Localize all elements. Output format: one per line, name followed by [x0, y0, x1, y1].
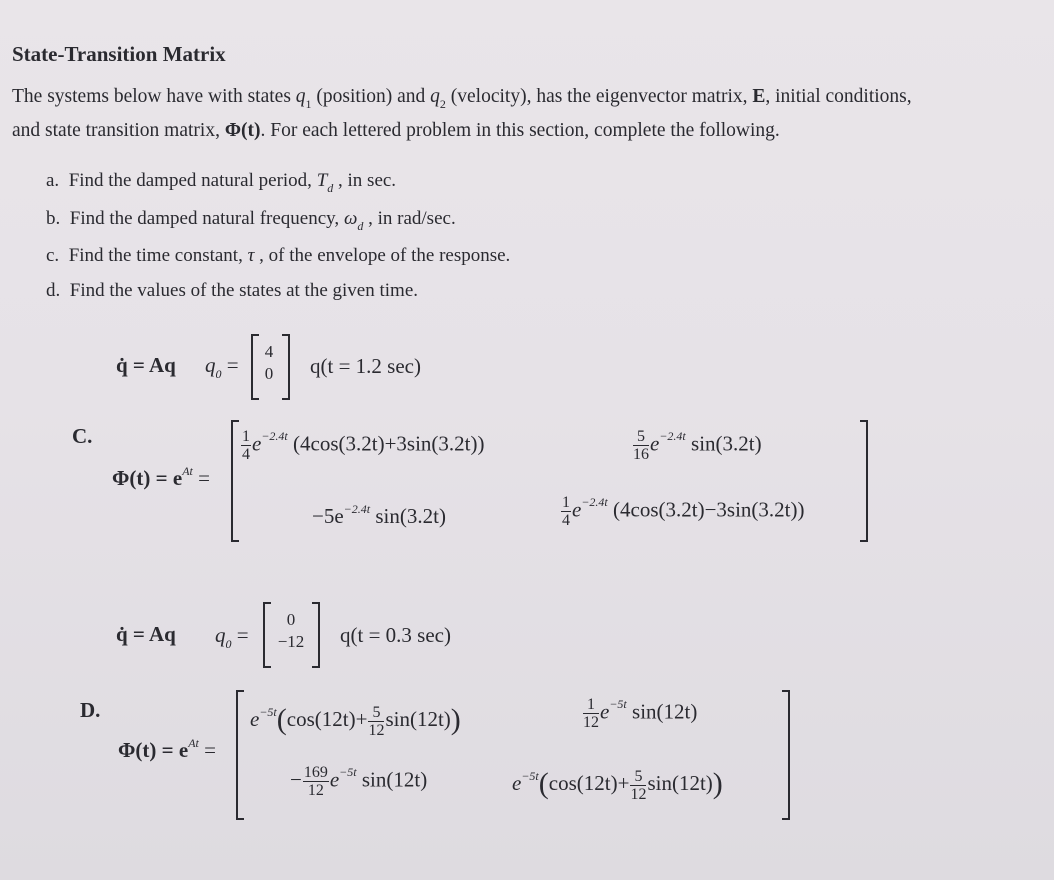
c-matrix-12 [632, 428, 762, 463]
phi-exponent: At [188, 736, 199, 750]
matrix-entry-body: sin(12t) [385, 707, 451, 731]
exp-power: −5t [609, 697, 627, 712]
item-text: , in rad/sec. [363, 208, 456, 229]
vector-entry: 0 [264, 364, 274, 383]
q0-symbol: q [215, 623, 226, 647]
denominator: 4 [562, 512, 570, 529]
denominator: 4 [242, 446, 250, 463]
d-matrix-21 [290, 764, 427, 799]
list-item [46, 208, 456, 233]
matrix-entry-body: sin(12t) [626, 699, 698, 724]
intro-text: (velocity), has the eigenvector matrix, [445, 86, 753, 107]
item-text: Find the values of the states at the given time. [69, 280, 419, 301]
c-query-time: q(t = 1.2 sec) [310, 354, 421, 378]
list-item [46, 280, 418, 302]
item-letter: d. [46, 280, 61, 301]
q1-symbol: q [295, 86, 306, 107]
item-symbol: ω [343, 208, 358, 229]
phi-lhs: Φ(t) = e [112, 466, 183, 490]
item-letter: c. [46, 245, 60, 266]
problem-c-label: C. [72, 424, 93, 448]
intro-text: (position) and [311, 86, 431, 107]
item-text: Find the damped natural period, [68, 170, 317, 191]
list-item [46, 170, 397, 195]
matrix-entry-body: sin(3.2t) [685, 431, 762, 456]
item-symbol: τ [247, 245, 255, 266]
fraction [241, 428, 251, 463]
vector-entry: 4 [264, 342, 274, 361]
exp-base: e [572, 497, 582, 522]
matrix-entry-body: (4cos(3.2t)−3sin(3.2t)) [613, 497, 805, 522]
denominator: 12 [583, 714, 599, 731]
equals-sign: = [231, 623, 249, 647]
c-initial-condition-label [205, 353, 239, 381]
fraction [630, 768, 646, 803]
exp-power: −2.4t [343, 502, 371, 516]
item-text: Find the time constant, [68, 245, 248, 266]
list-item [46, 245, 510, 267]
c-matrix-22 [560, 494, 805, 529]
item-subscript: d [357, 219, 364, 233]
page-title: State-Transition Matrix [12, 42, 226, 66]
exp-power: −5t [521, 769, 539, 783]
matrix-entry-body: sin(12t) [356, 767, 428, 792]
item-subscript: d [327, 181, 334, 195]
intro-line-2 [12, 120, 780, 142]
c-matrix-11 [240, 428, 485, 463]
item-symbol: T [316, 170, 328, 191]
equals-sign: = [192, 466, 210, 490]
q0-symbol: q [205, 353, 216, 377]
numerator: 1 [583, 696, 599, 714]
q0-subscript: 0 [215, 367, 222, 381]
c-state-equation: q̇ = Aq [116, 353, 176, 377]
problem-d-label: D. [80, 698, 101, 722]
exp-base: e [250, 707, 260, 731]
c-matrix-bracket-left [231, 420, 239, 542]
eigenvector-symbol: E [752, 86, 766, 107]
c-q0-bracket-right [282, 334, 290, 400]
phi-symbol: Φ(t) [224, 120, 261, 141]
c-q0-vector [258, 341, 280, 385]
item-text: , of the envelope of the response. [254, 245, 511, 266]
numerator: 5 [630, 768, 646, 786]
intro-text: The systems below have with states [12, 86, 296, 107]
vector-entry: −12 [277, 632, 305, 651]
c-matrix-bracket-right [860, 420, 868, 542]
fraction [561, 494, 571, 529]
exp-base: e [600, 699, 610, 724]
exp-base: e [329, 767, 340, 792]
equals-sign: = [198, 738, 216, 762]
denominator: 12 [307, 782, 324, 799]
phi-lhs: Φ(t) = e [118, 738, 189, 762]
minus-sign: − [290, 767, 302, 792]
exp-power: −2.4t [261, 429, 288, 444]
fraction [583, 696, 599, 731]
matrix-entry-body: sin(3.2t) [370, 504, 446, 528]
q1-subscript: 1 [305, 97, 312, 111]
exp-power: −2.4t [659, 429, 686, 444]
d-matrix-12 [582, 696, 697, 731]
exp-power: −5t [339, 765, 357, 780]
matrix-entry-body: sin(12t) [647, 771, 713, 795]
exp-base: e [512, 771, 522, 795]
intro-text: . For each lettered problem in this section, complete the following. [260, 120, 780, 141]
denominator: 16 [633, 446, 649, 463]
d-state-equation: q̇ = Aq [116, 622, 176, 646]
item-letter: b. [46, 208, 61, 229]
intro-line-1 [12, 86, 912, 111]
item-text: , in sec. [333, 170, 397, 191]
denominator: 12 [368, 721, 385, 739]
phi-exponent: At [182, 464, 193, 478]
d-initial-condition-label [215, 623, 249, 651]
fraction [633, 428, 649, 463]
numerator: 1 [242, 428, 250, 445]
d-q0-vector [270, 609, 312, 653]
c-matrix-21 [312, 504, 446, 529]
d-matrix-bracket-right [782, 690, 790, 820]
denominator: 12 [630, 785, 647, 803]
d-phi-definition [118, 738, 216, 763]
equals-sign: = [221, 353, 239, 377]
vector-entry: 0 [286, 610, 296, 629]
intro-text: and state transition matrix, [12, 120, 225, 141]
item-text: Find the damped natural frequency, [69, 208, 344, 229]
fraction [303, 764, 329, 799]
numerator: 169 [303, 764, 328, 781]
c-phi-definition [112, 466, 210, 491]
exp-power: −5t [259, 705, 277, 719]
exp-base: e [650, 431, 660, 456]
fraction [368, 704, 384, 739]
exp-base: e [252, 431, 262, 456]
d-matrix-bracket-left [236, 690, 244, 820]
q0-subscript: 0 [225, 637, 232, 651]
q2-symbol: q [430, 86, 440, 107]
numerator: 1 [562, 494, 570, 511]
coefficient: −5e [312, 504, 344, 528]
numerator: 5 [633, 428, 649, 446]
matrix-entry-body: (4cos(3.2t)+3sin(3.2t)) [293, 431, 485, 456]
matrix-entry-body: cos(12t)+ [286, 707, 368, 731]
d-matrix-11: $e^{-5t}(\cos(12t)+$ $\frac{5}{12}$ sin(12t)) [250, 703, 461, 739]
d-query-time: q(t = 0.3 sec) [340, 623, 451, 647]
intro-text: , initial conditions, [765, 86, 912, 107]
exp-power: −2.4t [581, 495, 608, 510]
d-matrix-22: $e^{-5t}(\cos(12t)+$ $\frac{5}{12}$ sin(12t)) [512, 767, 723, 803]
item-letter: a. [46, 170, 60, 191]
numerator: 5 [368, 704, 384, 722]
d-q0-bracket-right [312, 602, 320, 668]
q2-subscript: 2 [439, 97, 446, 111]
matrix-entry-body: cos(12t)+ [548, 771, 630, 795]
